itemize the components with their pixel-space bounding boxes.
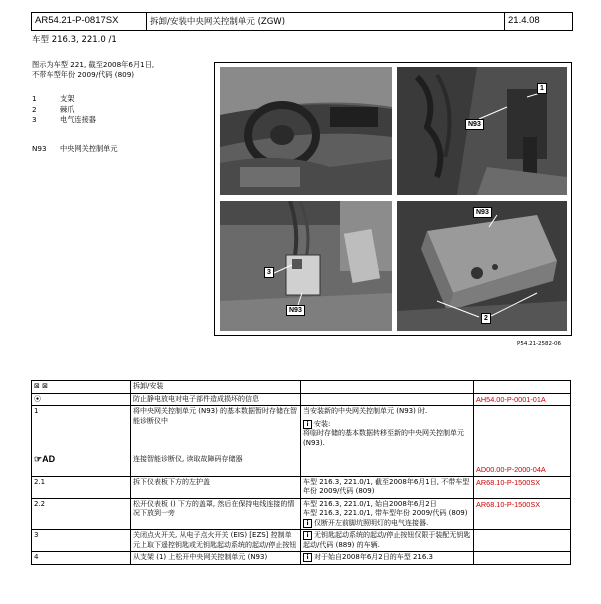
diagnosis-icon: ☞AD	[34, 453, 56, 464]
photo-panel	[214, 62, 572, 336]
model-line: 车型 216.3, 221.0 /1	[32, 35, 117, 45]
note-text: 车型 216.3, 221.0/1, 截至2008年6月1日, 不带车型年份 2009/代码 (809)	[301, 476, 474, 498]
info-icon: i	[303, 531, 312, 540]
note-text: 无钥匙起动系统的起动/停止按钮仅限于装配无钥匙起动/代码 (889) 的车辆.	[303, 531, 471, 549]
legend-item	[32, 94, 96, 105]
procedure-table	[31, 380, 571, 565]
callout-label: N93	[465, 119, 484, 130]
document-title: 拆卸/安装中央网关控制单元 (ZGW)	[147, 13, 505, 30]
callout-label: 3	[264, 267, 274, 278]
info-icon: i	[303, 519, 312, 528]
photo-module	[397, 201, 567, 331]
reference-link[interactable]: AR68.10-P-1500SX	[474, 498, 571, 530]
step-number: 2.1	[32, 476, 131, 498]
table-row	[32, 530, 571, 552]
legend-key: 1	[32, 94, 37, 103]
note-text: 当安装新的中央网关控制单元 (N93) 时.	[303, 407, 428, 415]
note-text: 车型 216.3, 221.0/1, 带车型年份 2009/代码 (809)	[303, 509, 468, 517]
table-row	[32, 552, 571, 565]
table-row	[32, 406, 571, 477]
legend-text: 中央网关控制单元	[60, 144, 118, 153]
ad-text: 连接智能诊断仪, 读取故障码存储器	[133, 455, 243, 463]
table-row	[32, 393, 571, 406]
note-text: 仅断开左前脚坑照明灯的电气连接器.	[314, 518, 429, 527]
photo-connector	[220, 201, 392, 331]
step-number: 1	[34, 407, 39, 415]
document-header	[31, 12, 573, 31]
step-text: 松开仪表板 () 下方的盖罩, 然后在保持电线连接的情况下放到一旁	[131, 498, 301, 530]
legend-text: 棘爪	[60, 104, 75, 114]
table-row	[32, 476, 571, 498]
tools-icon: ⊠ ⊠	[32, 381, 131, 394]
legend-key: N93	[32, 144, 47, 153]
callout-label: 2	[481, 313, 491, 324]
intro-line-1: 图示为车型 221, 截至2008年6月1日,	[32, 60, 155, 69]
reference-link[interactable]: AD00.00-P-2000-04A	[476, 465, 546, 474]
photo-bracket	[397, 67, 567, 195]
legend-n93	[32, 144, 118, 154]
info-icon: i	[303, 553, 312, 562]
legend-text: 支架	[60, 94, 75, 103]
step-text: 从支架 (1) 上松开中央网关控制单元 (N93)	[131, 552, 301, 565]
table-cell: 拆卸/安装	[131, 381, 301, 394]
legend	[32, 94, 96, 126]
note-text: 车型 216.3, 221.0/1, 始自2008年6月2日	[303, 499, 437, 508]
legend-key: 3	[32, 115, 37, 124]
table-row	[32, 498, 571, 530]
legend-text: 电气连接器	[60, 115, 96, 124]
intro-text	[32, 60, 212, 80]
info-icon: i	[303, 420, 312, 429]
legend-item	[32, 115, 96, 126]
step-number: 4	[32, 552, 131, 565]
intro-line-2: 不带车型年份 2009/代码 (809)	[32, 70, 135, 79]
step-number: 2.2	[32, 498, 131, 530]
table-row	[32, 381, 571, 394]
step-text: 将中央网关控制单元 (N93) 的基本数据暂时存储在智能诊断仪中	[133, 407, 298, 425]
step-text: 拆下仪表板下方的左护盖	[131, 476, 301, 498]
note-text: 安装:	[314, 419, 331, 428]
document-date: 21.4.08	[508, 15, 540, 26]
ad-label: AD	[42, 453, 56, 464]
callout-label: N93	[473, 207, 492, 218]
callout-label: N93	[286, 305, 305, 316]
step-number: 3	[32, 530, 131, 552]
callout-label: 1	[537, 83, 547, 94]
step-text: 关闭点火开关, 从电子点火开关 (EIS) [EZS] 控制单元上取下遥控钥匙或无钥匙起动系统的起动/停止按钮	[131, 530, 301, 552]
document-id: AR54.21-P-0817SX	[32, 13, 147, 30]
table-cell: 防止静电放电对电子部件造成损坏的信息	[131, 393, 301, 406]
reference-link[interactable]: AH54.00-P-0001-01A	[474, 393, 571, 406]
note-text: 对于始自2008年6月2日的车型 216.3	[314, 553, 433, 561]
legend-key: 2	[32, 104, 37, 114]
photo-dashboard	[220, 67, 392, 195]
photo-reference: P54.21-2582-06	[517, 341, 562, 347]
reference-link[interactable]: AR68.10-P-1500SX	[474, 476, 571, 498]
note-text: 将临时存储的基本数据转移至新的中央网关控制单元 (N93).	[303, 429, 464, 447]
legend-item	[32, 105, 96, 116]
warning-icon: ⦿	[32, 393, 131, 406]
